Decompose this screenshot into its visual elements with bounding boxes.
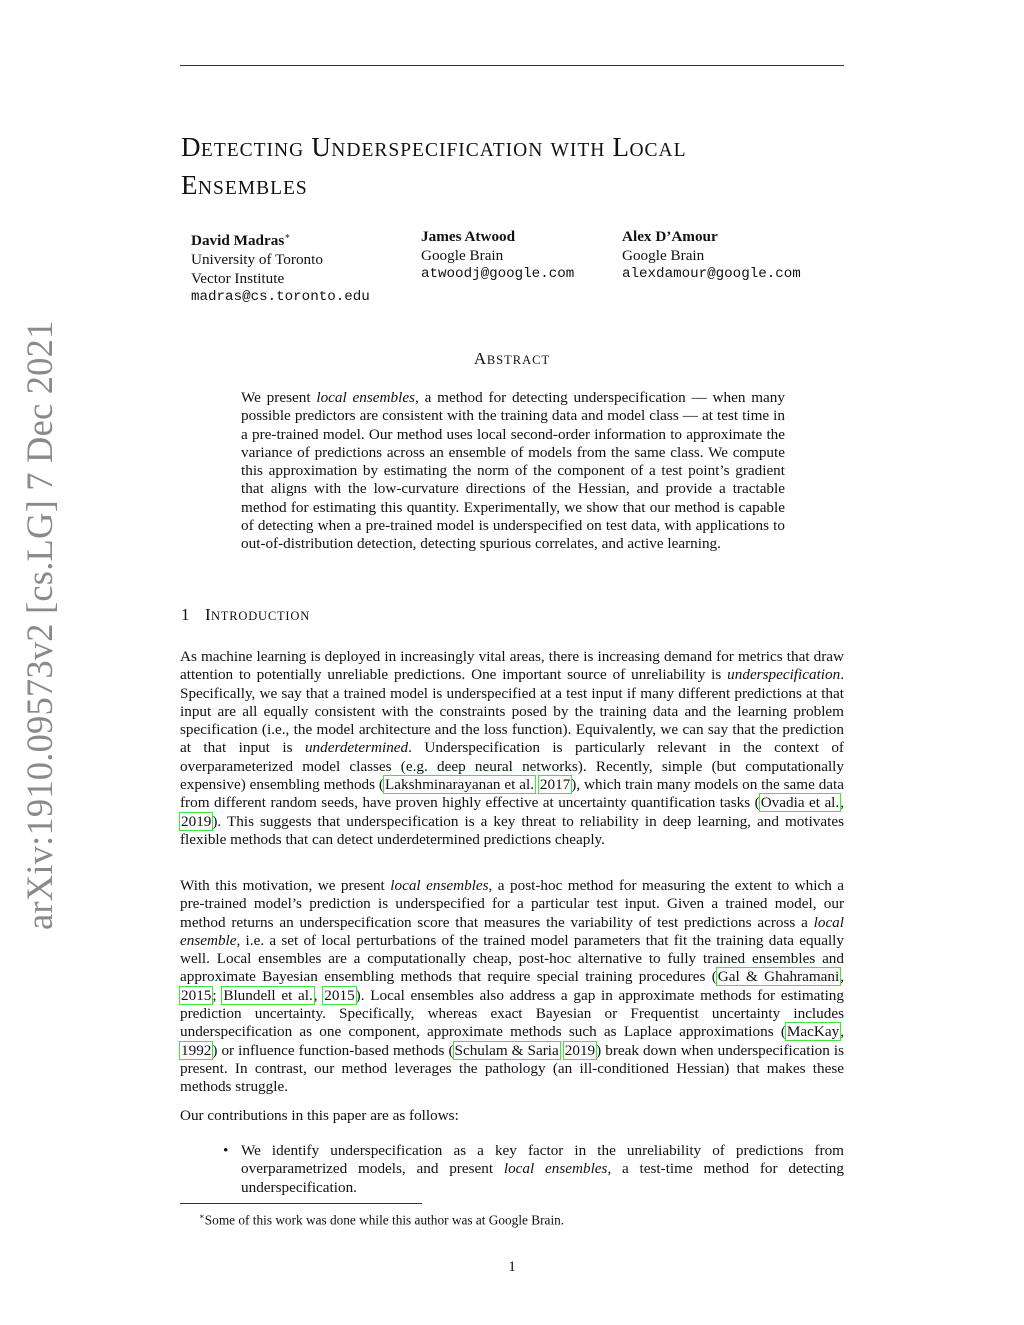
paper-title: DETECTING UNDERSPECIFICATION WITH LOCAL ENSEMBLES	[181, 132, 687, 200]
footnote-mark: ∗	[199, 1211, 205, 1221]
author-email: atwoodj@google.com	[421, 266, 575, 282]
citation-link[interactable]: 2015	[181, 986, 212, 1004]
intro-paragraph-1: As machine learning is deployed in increasingly vital areas, there is increasing demand for metrics that draw attention to potentially unreliable predictions. One important source of unreliability is underspecification. Specifically, we say that a trained model is underspecified at a test input if many different predictions at that input are all equally consistent with the constraints posed by the training data and the learning problem specification (i.e., the model architecture and the loss function). Equivalently, we can say that the prediction at that input is underdetermined. Underspecification is particularly relevant in the context of overparameterized model classes (e.g. deep neural networks). Recently, simple (but computationally expensive) ensembling methods (Lakshminarayanan et al. 2017), which train many models on the same data from different random seeds, have proven highly effective at uncertainty quantification tasks (Ovadia et al., 2019). This suggests that underspecification is a key threat to reliability in deep learning, and motivates flexible methods that can detect underdetermined predictions cheaply.	[180, 648, 845, 848]
citation-link[interactable]: 2015	[324, 986, 355, 1004]
citation-link[interactable]: Ovadia et al.	[760, 794, 840, 812]
page-number: 1	[508, 1258, 516, 1275]
citation-link[interactable]: 1992	[181, 1041, 212, 1059]
section-heading-introduction: 1 INTRODUCTION	[181, 605, 311, 624]
footnote: ∗Some of this work was done while this author was at Google Brain.	[199, 1211, 565, 1228]
section-number: 1	[181, 605, 190, 624]
citation-link[interactable]: MacKay	[786, 1023, 840, 1041]
author-name: James Atwood	[421, 228, 516, 245]
citation-link[interactable]: Gal & Ghahramani	[717, 968, 840, 986]
intro-paragraph-3: Our contributions in this paper are as follows:	[180, 1107, 459, 1124]
footnote-mark: ∗	[284, 231, 291, 241]
author-affiliation: Google Brain	[622, 247, 705, 264]
author-name: David Madras	[191, 232, 285, 250]
bullet-marker: •	[223, 1142, 229, 1159]
arxiv-identifier: arXiv:1910.09573v2 [cs.LG] 7 Dec 2021	[19, 320, 60, 930]
contribution-list-item	[223, 1142, 844, 1197]
citation-link[interactable]: 2019	[181, 812, 212, 830]
citation-link[interactable]: 2017	[539, 776, 571, 794]
author-damour	[622, 227, 801, 284]
citation-link[interactable]: Schulam & Saria	[454, 1041, 559, 1059]
footnote-rule	[180, 1203, 422, 1204]
author-email: alexdamour@google.com	[622, 266, 801, 282]
author-affiliation: University of Toronto	[191, 251, 323, 269]
author-atwood	[421, 227, 574, 284]
citation-link[interactable]: Blundell et al.	[223, 986, 313, 1004]
contribution-text: We identify underspecification as a key factor in the unreliability of predictions from overparametrized models, and present local ensembles, a test-time method for detecting underspecification.	[241, 1142, 844, 1196]
author-affiliation: Google Brain	[421, 247, 504, 264]
intro-paragraph-2: With this motivation, we present local ensembles, a post-hoc method for measuring the extent to which a pre-trained model’s prediction is underspecified for a particular test input. Given a trained model, our method returns an underspecification score that measures the variability of test predictions across a local ensemble, i.e. a set of local perturbations of the trained model parameters that fit the training data equally well. Local ensembles are a computationally cheap, post-hoc alternative to fully trained ensembles and approximate Bayesian ensembling methods that require special training procedures (Gal & Ghahramani, 2015; Blundell et al., 2015). Local ensembles also address a gap in approximate methods for estimating prediction uncertainty. Specifically, whereas exact Bayesian or Frequentist uncertainty includes underspecification as one component, approximate methods such as Laplace approximations (MacKay, 1992) or influence function-based methods (Schulam & Saria 2019) break down when underspecification is present. In contrast, our method leverages the pathology (an ill-conditioned Hessian) that makes these methods struggle.	[180, 877, 845, 1096]
citation-link[interactable]: 2019	[564, 1041, 596, 1059]
author-affiliation: Vector Institute	[191, 270, 285, 288]
abstract-heading: ABSTRACT	[473, 349, 551, 368]
author-madras	[191, 227, 370, 307]
author-name: Alex D’Amour	[622, 228, 718, 245]
author-email: madras@cs.toronto.edu	[191, 289, 370, 306]
abstract-text: We present local ensembles, a method for detecting underspecification — when many possible predictors are consistent with the training data and model class — at test time in a pre-trained model. Our method uses local second-order information to approximate the variance of predictions across an ensemble of models from the same class. We compute this approximation by estimating the norm of the component of a test point’s gradient that aligns with the low-curvature directions of the Hessian, and provide a tractable method for estimating this quantity. Experimentally, we show that our method is capable of detecting when a pre-trained model is underspecified on test data, with applications to out-of-distribution detection, detecting spurious correlates, and active learning.	[241, 389, 785, 553]
citation-link[interactable]: Lakshminarayanan et al.	[384, 776, 535, 794]
top-rule	[180, 65, 844, 66]
